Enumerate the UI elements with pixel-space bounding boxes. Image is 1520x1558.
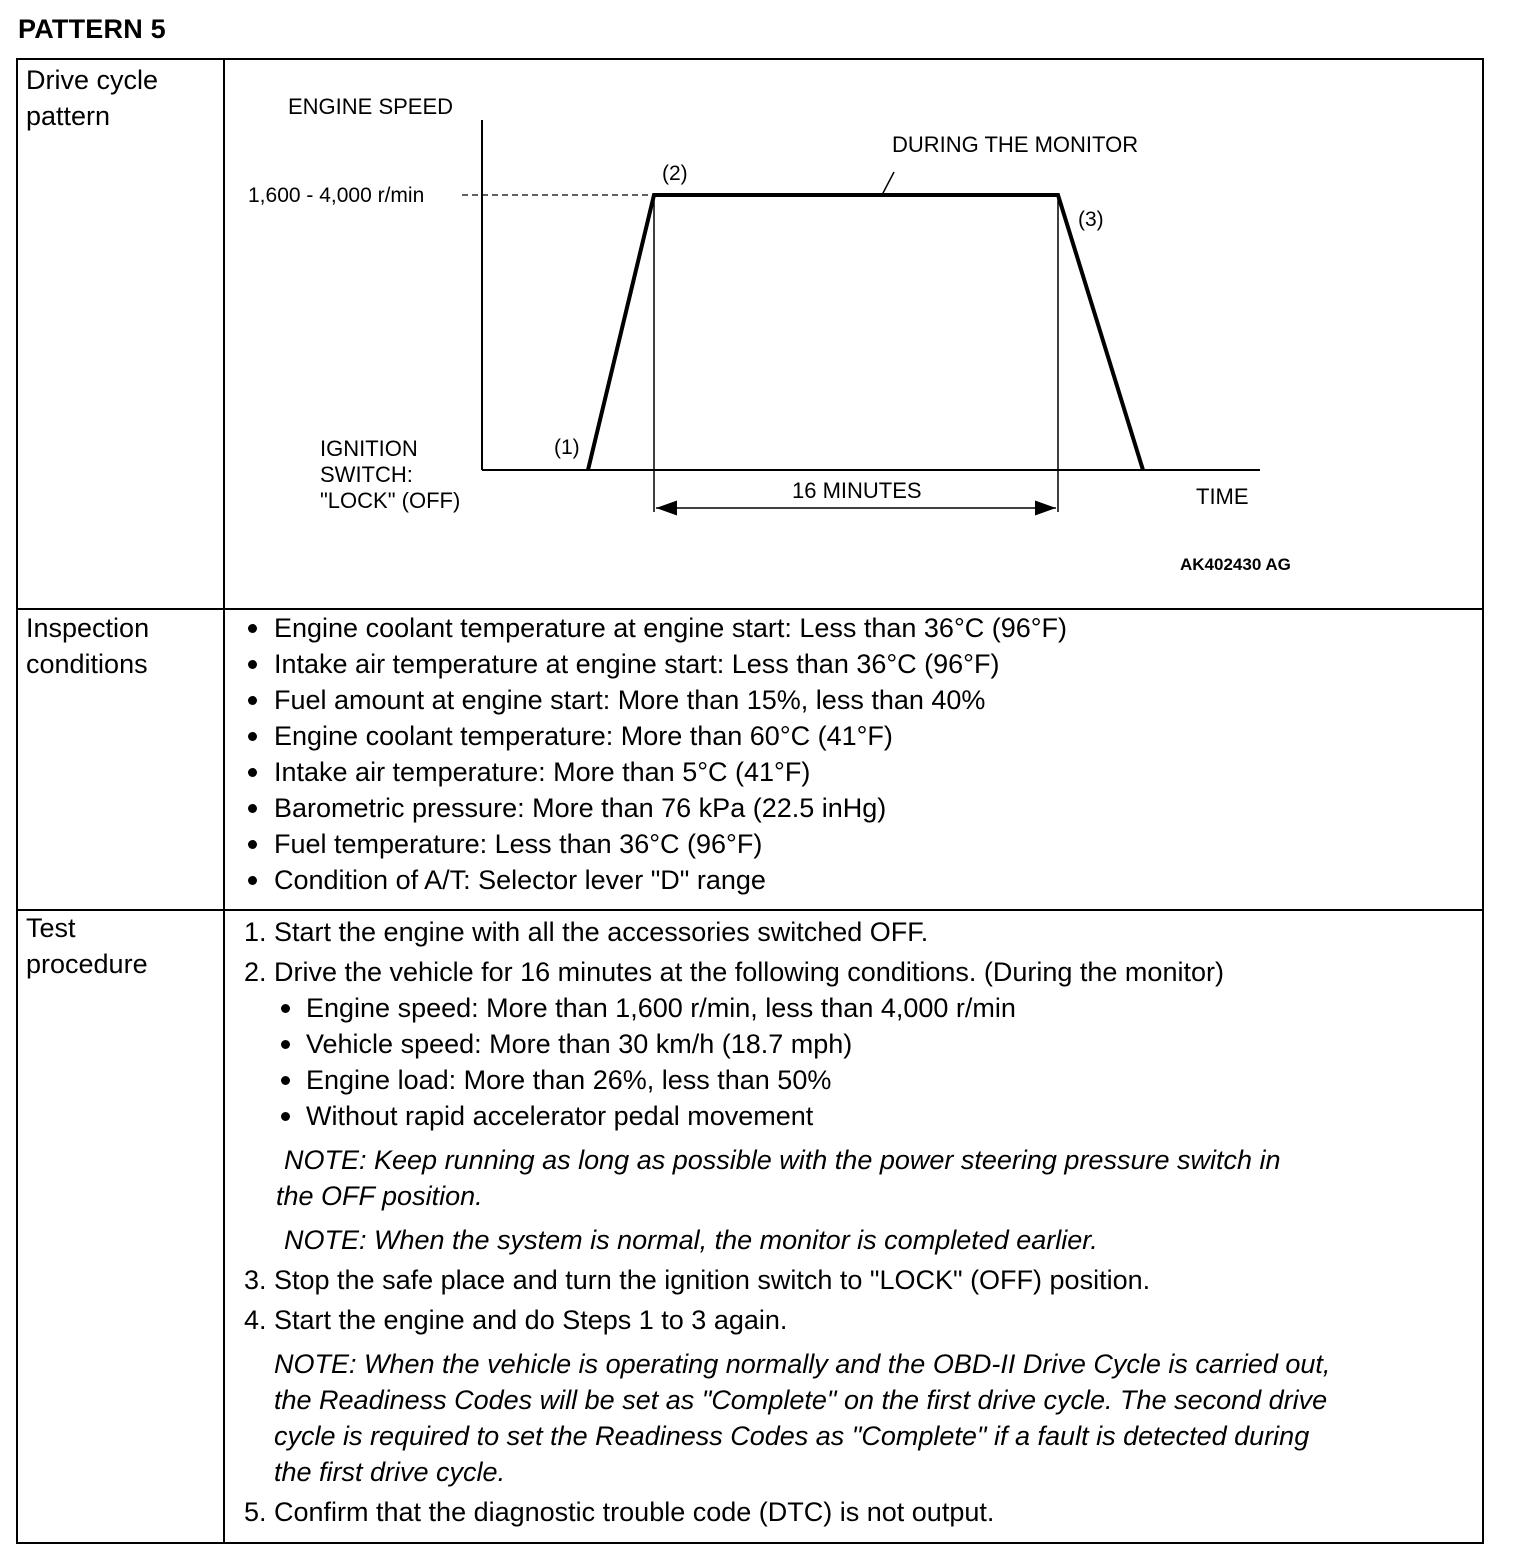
engine-speed-curve [588, 195, 1143, 470]
step-text: Stop the safe place and turn the ignition switch to "LOCK" (OFF) position. [274, 1265, 1151, 1295]
list-item [244, 610, 1067, 646]
list-item [244, 790, 1067, 826]
condition-text: Engine coolant temperature: More than 60°C (41°F) [274, 721, 893, 751]
step-text: Drive the vehicle for 16 minutes at the following conditions. (During the monitor) [274, 957, 1224, 987]
bullet-icon [281, 1112, 290, 1121]
condition-text: Barometric pressure: More than 76 kPa (22.5 inHg) [274, 793, 887, 823]
drive-cycle-diagram [226, 60, 1482, 606]
list-item [244, 990, 1330, 1026]
label-line: Test [26, 913, 76, 943]
bullet-icon [248, 804, 257, 813]
bullet-icon [281, 1040, 290, 1049]
condition-text: Fuel temperature: Less than 36°C (96°F) [274, 829, 763, 859]
monitor-leader-line [882, 172, 894, 195]
step-number: 4. [244, 1305, 267, 1335]
speed-range-label: 1,600 - 4,000 r/min [248, 184, 425, 207]
ignition-label-line: SWITCH: [320, 462, 413, 487]
list-item [244, 1098, 1330, 1134]
bullet-icon [281, 1004, 290, 1013]
inspection-conditions-label [26, 610, 149, 682]
list-item [244, 1062, 1330, 1098]
condition-text: Engine speed: More than 1,600 r/min, less than 4,000 r/min [306, 993, 1016, 1023]
step-number: 5. [244, 1497, 267, 1527]
step-number: 3. [244, 1265, 267, 1295]
procedure-step [244, 914, 1330, 950]
test-procedure-label [26, 910, 148, 982]
bullet-icon [248, 876, 257, 885]
note-text: NOTE: When the system is normal, the monitor is completed earlier. [284, 1225, 1098, 1255]
label-line: Inspection [26, 613, 150, 643]
list-item [244, 682, 1067, 718]
procedure-step [244, 1494, 1330, 1530]
drive-cycle-table [16, 58, 1484, 1544]
point-3-label: (3) [1078, 208, 1104, 231]
note-text: NOTE: Keep running as long as possible with the power steering pressure switch in [284, 1145, 1281, 1175]
list-item [244, 862, 1067, 898]
condition-text: Without rapid accelerator pedal movement [306, 1101, 814, 1131]
label-line: pattern [26, 101, 111, 131]
list-item [244, 826, 1067, 862]
bullet-icon [281, 1076, 290, 1085]
y-axis-label: ENGINE SPEED [288, 94, 454, 119]
note-text: the Readiness Codes will be set as "Complete" on the first drive cycle. The second drive [274, 1385, 1328, 1415]
step-text: Confirm that the diagnostic trouble code (DTC) is not output. [274, 1497, 995, 1527]
point-1-label: (1) [554, 436, 580, 459]
procedure-step [244, 954, 1330, 990]
page-title: PATTERN 5 [18, 14, 166, 44]
list-item [244, 718, 1067, 754]
ignition-label-line: "LOCK" (OFF) [320, 488, 461, 513]
note-text: NOTE: When the vehicle is operating normally and the OBD-II Drive Cycle is carried out, [274, 1349, 1331, 1379]
figure-code: AK402430 AG [1180, 555, 1291, 574]
label-line: conditions [26, 649, 148, 679]
bullet-icon [248, 696, 257, 705]
inspection-conditions-list [244, 610, 1067, 898]
step-number: 1. [244, 917, 267, 947]
bullet-icon [248, 732, 257, 741]
note-text: the OFF position. [276, 1181, 483, 1211]
label-line: procedure [26, 949, 148, 979]
step-text: Start the engine with all the accessories switched OFF. [274, 917, 929, 947]
bullet-icon [248, 840, 257, 849]
column-divider [223, 60, 225, 1542]
point-2-label: (2) [662, 162, 688, 185]
procedure-step [244, 1302, 1330, 1338]
x-axis-label: TIME [1196, 484, 1249, 509]
condition-text: Engine load: More than 26%, less than 50% [306, 1065, 832, 1095]
condition-text: Intake air temperature: More than 5°C (41°F) [274, 757, 811, 787]
condition-text: Condition of A/T: Selector lever "D" range [274, 865, 766, 895]
during-monitor-label: DURING THE MONITOR [892, 132, 1139, 157]
procedure-step [244, 1262, 1330, 1298]
ignition-label-line: IGNITION [320, 436, 418, 461]
condition-text: Intake air temperature at engine start: Less than 36°C (96°F) [274, 649, 1000, 679]
note-text: the first drive cycle. [274, 1457, 506, 1487]
test-procedure-list [244, 914, 1330, 1530]
bullet-icon [248, 768, 257, 777]
duration-label: 16 MINUTES [792, 478, 922, 503]
note-text: cycle is required to set the Readiness Codes as "Complete" if a fault is detected during [274, 1421, 1310, 1451]
condition-text: Vehicle speed: More than 30 km/h (18.7 mph) [306, 1029, 853, 1059]
step-text: Start the engine and do Steps 1 to 3 again. [274, 1305, 788, 1335]
list-item [244, 754, 1067, 790]
condition-text: Engine coolant temperature at engine start: Less than 36°C (96°F) [274, 613, 1068, 643]
drive-cycle-pattern-label [26, 62, 158, 134]
list-item [244, 646, 1067, 682]
step-number: 2. [244, 957, 267, 987]
list-item [244, 1026, 1330, 1062]
condition-text: Fuel amount at engine start: More than 15%, less than 40% [274, 685, 986, 715]
bullet-icon [248, 624, 257, 633]
bullet-icon [248, 660, 257, 669]
row-divider [18, 909, 1482, 911]
label-line: Drive cycle [26, 65, 159, 95]
